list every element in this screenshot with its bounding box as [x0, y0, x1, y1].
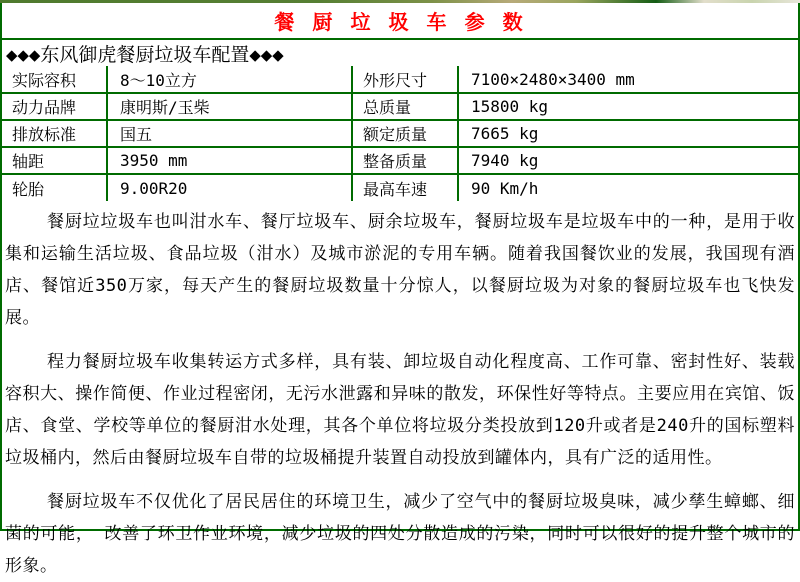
- spec-label-capacity: 实际容积: [2, 66, 107, 93]
- spec-value-curb-weight: 7940 kg: [458, 147, 798, 174]
- specs-table: [2, 66, 798, 201]
- spec-label-dimensions: 外形尺寸: [352, 66, 458, 93]
- spec-value-gross-weight: 15800 kg: [458, 93, 798, 120]
- config-heading: ◆◆◆东风御虎餐厨垃圾车配置◆◆◆: [6, 43, 284, 66]
- spec-label-engine-brand: 动力品牌: [2, 93, 107, 120]
- spec-value-dimensions: 7100×2480×3400 mm: [458, 66, 798, 93]
- spec-value-max-speed: 90 Km/h: [458, 174, 798, 201]
- title-bar: [2, 2, 798, 40]
- spec-label-rated-weight: 额定质量: [352, 120, 458, 147]
- spec-row: [2, 93, 798, 120]
- paragraph-benefits: 餐厨垃圾车不仅优化了居民居住的环境卫生，减少了空气中的餐厨垃圾臭味，减少孳生蟑螂、细菌的可能， 改善了环卫作业环境，减少垃圾的四处分散造成的污染，同时可以很好的提升整个城市的形象。: [5, 492, 795, 576]
- spec-value-engine-brand: 康明斯/玉柴: [107, 93, 352, 120]
- description-section: [2, 201, 798, 582]
- paragraph-features: 程力餐厨垃圾车收集转运方式多样，具有装、卸垃圾自动化程度高、工作可靠、密封性好、装载容积大、操作简便、作业过程密闭，无污水泄露和异味的散发，环保性好等特点。主要应用在宾馆、饭店、食堂、学校等单位的餐厨泔水处理，其各个单位将垃圾分类投放到120升或者是240升的国标塑料垃圾桶内，然后由餐厨垃圾车自带的垃圾桶提升装置自动投放到罐体内，具有广泛的适用性。: [5, 352, 795, 468]
- spec-row: [2, 174, 798, 201]
- spec-row: [2, 66, 798, 93]
- spec-value-wheelbase: 3950 mm: [107, 147, 352, 174]
- spec-value-rated-weight: 7665 kg: [458, 120, 798, 147]
- spec-value-tires: 9.00R20: [107, 174, 352, 201]
- paragraph-intro: 餐厨垃垃圾车也叫泔水车、餐厅垃圾车、厨余垃圾车，餐厨垃圾车是垃圾车中的一种，是用于收集和运输生活垃圾、食品垃圾（泔水）及城市淤泥的专用车辆。随着我国餐饮业的发展，我国现有酒店、餐馆近350万家，每天产生的餐厨垃圾数量十分惊人，以餐厨垃圾为对象的餐厨垃圾车也飞快发展。: [5, 212, 795, 328]
- spec-label-curb-weight: 整备质量: [352, 147, 458, 174]
- spec-row: [2, 120, 798, 147]
- spec-label-emission-standard: 排放标准: [2, 120, 107, 147]
- spec-label-tires: 轮胎: [2, 174, 107, 201]
- spec-label-wheelbase: 轴距: [2, 147, 107, 174]
- spec-row: [2, 147, 798, 174]
- spec-value-emission-standard: 国五: [107, 120, 352, 147]
- spec-value-capacity: 8～10立方: [107, 66, 352, 93]
- top-edge-artifact: [0, 0, 800, 3]
- page-title: 餐 厨 垃 圾 车 参 数: [274, 9, 526, 34]
- spec-label-max-speed: 最高车速: [352, 174, 458, 201]
- spec-label-gross-weight: 总质量: [352, 93, 458, 120]
